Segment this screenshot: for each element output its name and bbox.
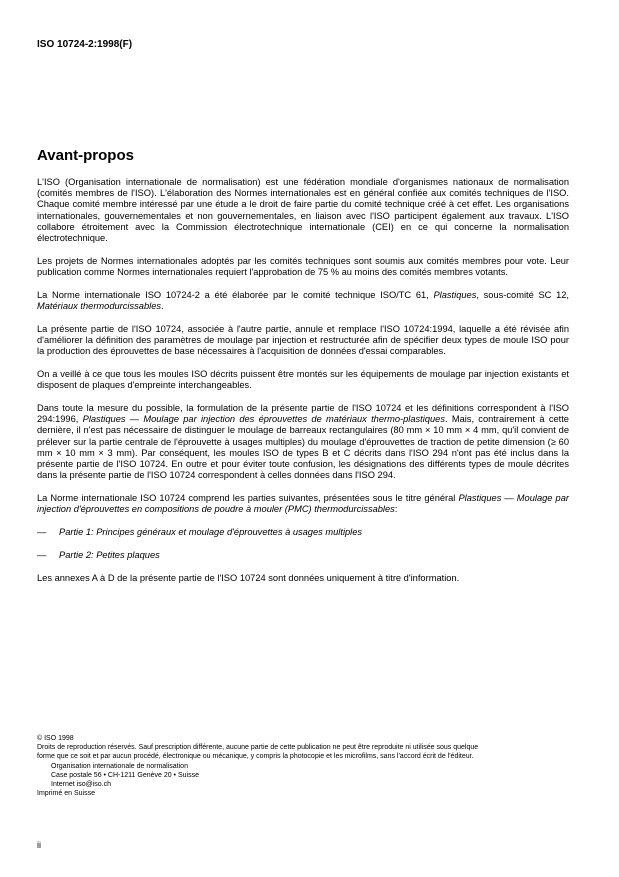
paragraph-mould-compat: On a veillé à ce que tous les moules ISO décrits puissent être montés sur les équipements de moulage par injection existants et disposent de plaques d'empreinte interchangeables. [37, 369, 569, 391]
copyright-footer [37, 734, 577, 798]
list-item-text: Partie 2: Petites plaques [59, 549, 160, 560]
list-item [37, 527, 569, 538]
list-item-text: Partie 1: Principes généraux et moulage d'éprouvettes à usages multiples [59, 527, 363, 538]
list-dash: — [37, 527, 47, 538]
paragraph-parts [37, 493, 569, 515]
copyright-line: © ISO 1998 [37, 735, 74, 742]
org-name: Organisation internationale de normalisation [51, 762, 188, 770]
paragraph-committee [37, 290, 569, 312]
parts-general-title: Plastiques — Moulage par injection d'éprouvettes en compositions de poudre à mouler (PMC) thermodurcissables [37, 493, 569, 515]
rights-line-1: Droits de reproduction réservés. Sauf prescription différente, aucune partie de cette publication ne peut être reproduite ni utilisée sous quelque [37, 744, 479, 752]
rights-line-2: forme que ce soit et par aucun procédé, électronique ou mécanique, y compris la photocopie et les microfilms, sans l'accord écrit de l'éditeur. [37, 753, 474, 761]
list-dash: — [37, 549, 47, 560]
paragraph-iso294 [37, 403, 569, 481]
foreword-body [37, 177, 569, 595]
paragraph-iso-intro: L'ISO (Organisation internationale de normalisation) est une fédération mondiale d'organismes nationaux de normalisation (comités membres de l'ISO). L'élaboration des Normes internationales est en général confiée aux comités techniques de l'ISO. Chaque comité membre intéressé par une étude a le droit de faire partie du comité technique créé à cet effet. Les organisations internationales, gouvernementales et non gouvernementales, en liaison avec l'ISO participent également aux travaux. L'ISO collabore étroitement avec la Commission électrotechnique internationale (CEI) en ce qui concerne la normalisation électrotechnique. [37, 177, 569, 244]
org-internet: Internet iso@iso.ch [51, 781, 112, 789]
parts-text-a: La Norme internationale ISO 10724 comprend les parties suivantes, présentées sous le titre général [37, 493, 459, 504]
iso294-text-c: . Mais, contrairement à cette dernière, il n'est pas nécessaire de distinguer le moulage de barreaux rectangulaires (80 mm × 10 mm × 4 mm, qu'il convient de prélever sur la partie centrale de l'éprouvette à usages multiples) du moulage d'éprouvettes de traction de petite dimension (≥ 60 mm × 10 mm × 3 mm). Par conséquent, les moules ISO de types B et C décrits dans l'ISO 294 n'ont pas été inclus dans la présente partie de l'ISO 10724. En outre et pour éviter toute confusion, les désignations des différents types de moule décrites dans la présente partie de l'ISO 10724 correspondent à celles données dans l'ISO 294. [37, 414, 569, 481]
committee-text-a: La Norme internationale ISO 10724-2 a été élaborée par le comité technique ISO/TC 61, [37, 289, 434, 300]
printed-in: Imprimé en Suisse [37, 790, 95, 798]
parts-text-c: : [394, 504, 398, 515]
paragraph-revision: La présente partie de l'ISO 10724, associée à l'autre partie, annule et remplace l'ISO 10724:1994, laquelle a été révisée afin d'améliorer la définition des paramètres de moulage par injection et restructurée afin de spécifier deux types de moule ISO pour la production des éprouvettes de base nécessaires à l'acquisition de données d'essai comparables. [37, 323, 569, 357]
paragraph-annexes: Les annexes A à D de la présente partie de l'ISO 10724 sont données uniquement à titre d'information. [37, 572, 460, 583]
paragraph-voting: Les projets de Normes internationales adoptés par les comités techniques sont soumis aux comités membres pour vote. Leur publication comme Normes internationales requiert l'approbation de 75 % au moins des comités membres votants. [37, 255, 569, 278]
page-number: ii [37, 840, 41, 850]
committee-text-c: , sous-comité SC 12, [476, 289, 569, 300]
org-address: Case postale 56 • CH-1211 Genève 20 • Suisse [51, 771, 199, 779]
committee-plastiques: Plastiques [433, 289, 477, 300]
iso294-title: Plastiques — Moulage par injection des éprouvettes de matériaux thermo-plastiques [82, 414, 445, 425]
page-title: Avant-propos [37, 147, 134, 164]
list-item [37, 550, 569, 561]
iso294-text-a: Dans toute la mesure du possible, la formulation de la présente partie de l'ISO 10724 et les définitions correspondent à l'ISO 294:1996, [37, 403, 569, 425]
committee-thermoset: Matériaux thermodurcissables [37, 301, 162, 312]
document-id: ISO 10724-2:1998(F) [37, 39, 133, 50]
committee-text-e: . [161, 301, 164, 312]
